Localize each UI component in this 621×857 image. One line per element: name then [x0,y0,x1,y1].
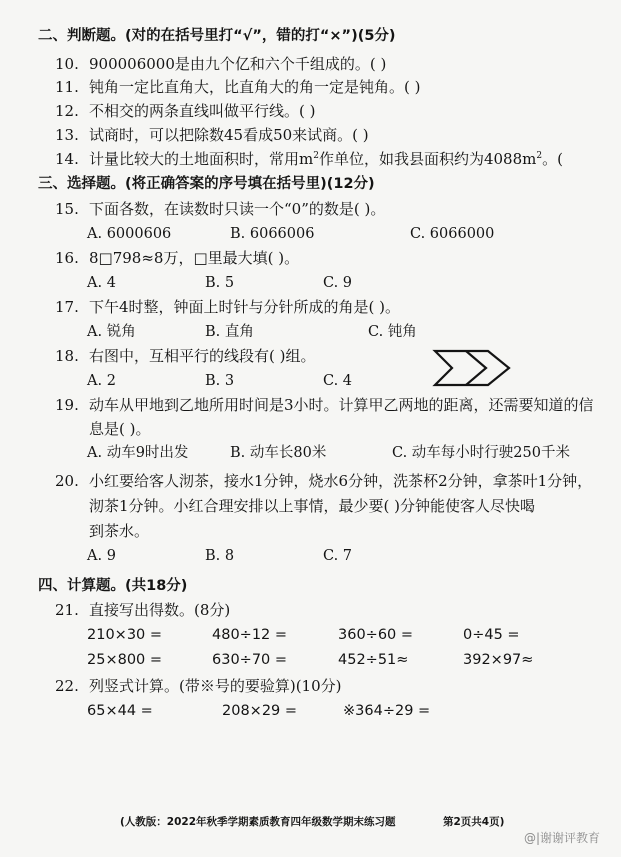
calc-item: 208×29 = [222,703,298,719]
question-number: 22. [55,677,79,695]
question-13 [55,125,369,145]
question-11 [55,77,420,97]
question-number: 14. [55,150,79,168]
option-a: A. 动车9时出发 [87,445,189,461]
calc-item: 360÷60 = [338,627,414,643]
question-text-c: 。( [542,150,563,168]
question-number: 13. [55,126,79,144]
question-18 [55,346,315,366]
option-b: B. 8 [205,548,235,564]
question-text-line1: 小红要给客人沏茶，接水1分钟，烧水6分钟，洗茶杯2分钟，拿茶叶1分钟， [89,472,593,490]
question-number: 18. [55,347,79,365]
section-title-judgment: 二、判断题。(对的在括号里打“√”，错的打“×”)(5分) [38,28,396,44]
option-b: B. 3 [205,373,235,389]
question-22 [55,676,342,696]
question-text: 8□798≈8万，□里最大填( )。 [89,249,300,267]
question-number: 19. [55,396,79,414]
superscript: 2 [313,151,319,161]
question-number: 17. [55,298,79,316]
question-text: 不相交的两条直线叫做平行线。( ) [89,102,316,120]
chevron-figure [432,348,512,388]
watermark: @|谢谢评教育 [524,831,601,845]
question-number: 15. [55,200,79,218]
question-19-line2: 息是( )。 [89,420,151,438]
question-text: 试商时，可以把除数45看成50来试商。( ) [89,126,369,144]
option-a: A. 2 [87,373,116,389]
option-c: C. 6066000 [410,226,495,242]
calc-item: 480÷12 = [212,627,288,643]
question-20 [55,471,592,491]
question-number: 20. [55,472,79,490]
section-title-calculation: 四、计算题。(共18分) [38,578,188,594]
question-20-line2: 沏茶1分钟。小红合理安排以上事情，最少要( )分钟能使客人尽快喝 [89,497,536,515]
option-a: A. 4 [87,275,116,291]
question-text-a: 计量比较大的土地面积时，常用m [89,150,314,168]
question-12 [55,101,315,121]
option-c: C. 动车每小时行驶250千米 [392,445,570,461]
calc-item: 210×30 = [87,627,163,643]
calc-item: 0÷45 = [463,627,520,643]
question-text-b: 作单位，如我县面积约为4088m [318,150,537,168]
option-b: B. 动车长80米 [230,445,327,461]
question-20-line3: 到茶水。 [89,522,150,540]
question-text-line1: 动车从甲地到乙地所用时间是3小时。计算甲乙两地的距离，还需要知道的信 [89,396,594,414]
question-15 [55,199,385,219]
calc-item: ※364÷29 = [343,703,431,719]
question-text: 直接写出得数。(8分) [89,601,231,619]
question-number: 12. [55,102,79,120]
option-a: A. 9 [87,548,116,564]
question-19 [55,395,594,415]
option-c: C. 9 [323,275,353,291]
page-footer: (人教版：2022年秋季学期素质教育四年级数学期末练习题 [120,816,396,828]
question-text: 下午4时整，钟面上时针与分针所成的角是( )。 [89,298,401,316]
option-b: B. 5 [205,275,235,291]
option-b: B. 6066006 [230,226,315,242]
option-b: B. 直角 [205,324,254,340]
question-16 [55,248,299,268]
question-text: 右图中，互相平行的线段有( )组。 [89,347,316,365]
question-14 [55,149,563,169]
question-21 [55,600,230,620]
option-c: C. 钝角 [368,324,417,340]
question-10 [55,54,386,74]
page-number: 第2页共4页) [443,816,505,828]
question-number: 21. [55,601,79,619]
question-number: 11. [55,78,79,96]
section-title-choice: 三、选择题。(将正确答案的序号填在括号里)(12分) [38,176,375,192]
question-text: 下面各数，在读数时只读一个“0”的数是( )。 [89,200,386,218]
option-a: A. 6000606 [87,226,172,242]
question-text: 钝角一定比直角大，比直角大的角一定是钝角。( ) [89,78,421,96]
option-a: A. 锐角 [87,324,136,340]
calc-item: 392×97≈ [463,652,534,668]
calc-item: 630÷70 = [212,652,288,668]
question-number: 10. [55,55,79,73]
question-text: 900006000是由九个亿和六个千组成的。( ) [89,55,387,73]
option-c: C. 4 [323,373,353,389]
question-number: 16. [55,249,79,267]
calc-item: 25×800 = [87,652,163,668]
calc-item: 452÷51≈ [338,652,409,668]
question-text: 列竖式计算。(带※号的要验算)(10分) [89,677,342,695]
question-17 [55,297,400,317]
superscript: 2 [536,151,543,161]
option-c: C. 7 [323,548,353,564]
calc-item: 65×44 = [87,703,153,719]
